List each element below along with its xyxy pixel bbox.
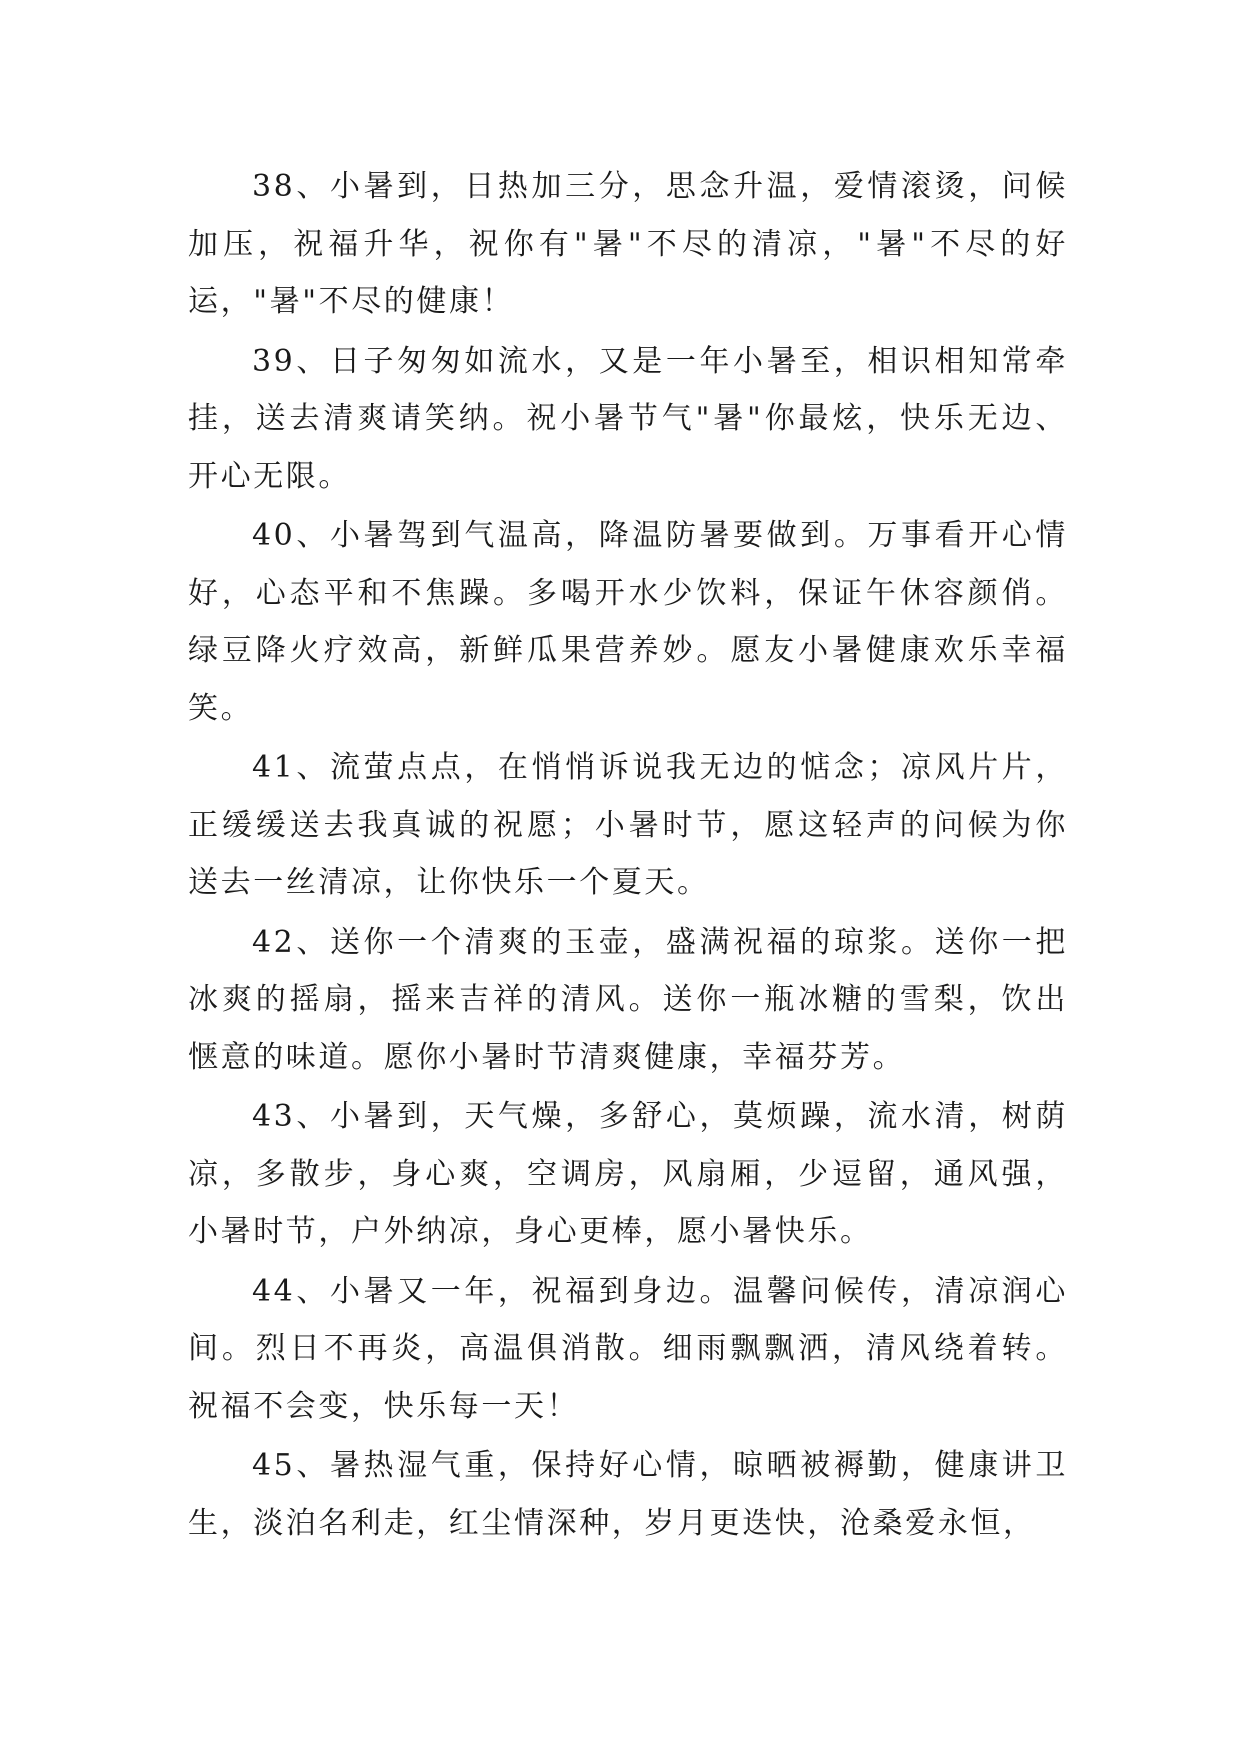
- document-body: [188, 158, 1068, 1554]
- paragraph-45: 45、暑热湿气重，保持好心情，晾晒被褥勤，健康讲卫生，淡泊名利走，红尘情深种，岁月更迭快，沧桑爱永恒，: [188, 1448, 1068, 1541]
- paragraph-40: 40、小暑驾到气温高，降温防暑要做到。万事看开心情好，心态平和不焦躁。多喝开水少饮料，保证午休容颜俏。绿豆降火疗效高，新鲜瓜果营养妙。愿友小暑健康欢乐幸福笑。: [188, 518, 1068, 726]
- paragraph-41: 41、流萤点点，在悄悄诉说我无边的惦念；凉风片片，正缓缓送去我真诚的祝愿；小暑时节，愿这轻声的问候为你送去一丝清凉，让你快乐一个夏天。: [188, 750, 1068, 900]
- paragraph-39: 39、日子匆匆如流水，又是一年小暑至，相识相知常牵挂，送去清爽请笑纳。祝小暑节气"暑"你最炫，快乐无边、开心无限。: [188, 343, 1068, 494]
- paragraph-43: 43、小暑到，天气燥，多舒心，莫烦躁，流水清，树荫凉，多散步，身心爽，空调房，风扇厢，少逗留，通风强，小暑时节，户外纳凉，身心更棒，愿小暑快乐。: [188, 1099, 1068, 1249]
- paragraph-44: 44、小暑又一年，祝福到身边。温馨问候传，清凉润心间。烈日不再炎，高温俱消散。细雨飘飘洒，清风绕着转。祝福不会变，快乐每一天！: [188, 1273, 1068, 1424]
- paragraph-38: 38、小暑到，日热加三分，思念升温，爱情滚烫，问候加压，祝福升华，祝你有"暑"不尽的清凉，"暑"不尽的好运，"暑"不尽的健康！: [188, 169, 1068, 319]
- paragraph-42: 42、送你一个清爽的玉壶，盛满祝福的琼浆。送你一把冰爽的摇扇，摇来吉祥的清风。送你一瓶冰糖的雪梨，饮出惬意的味道。愿你小暑时节清爽健康，幸福芬芳。: [188, 924, 1068, 1075]
